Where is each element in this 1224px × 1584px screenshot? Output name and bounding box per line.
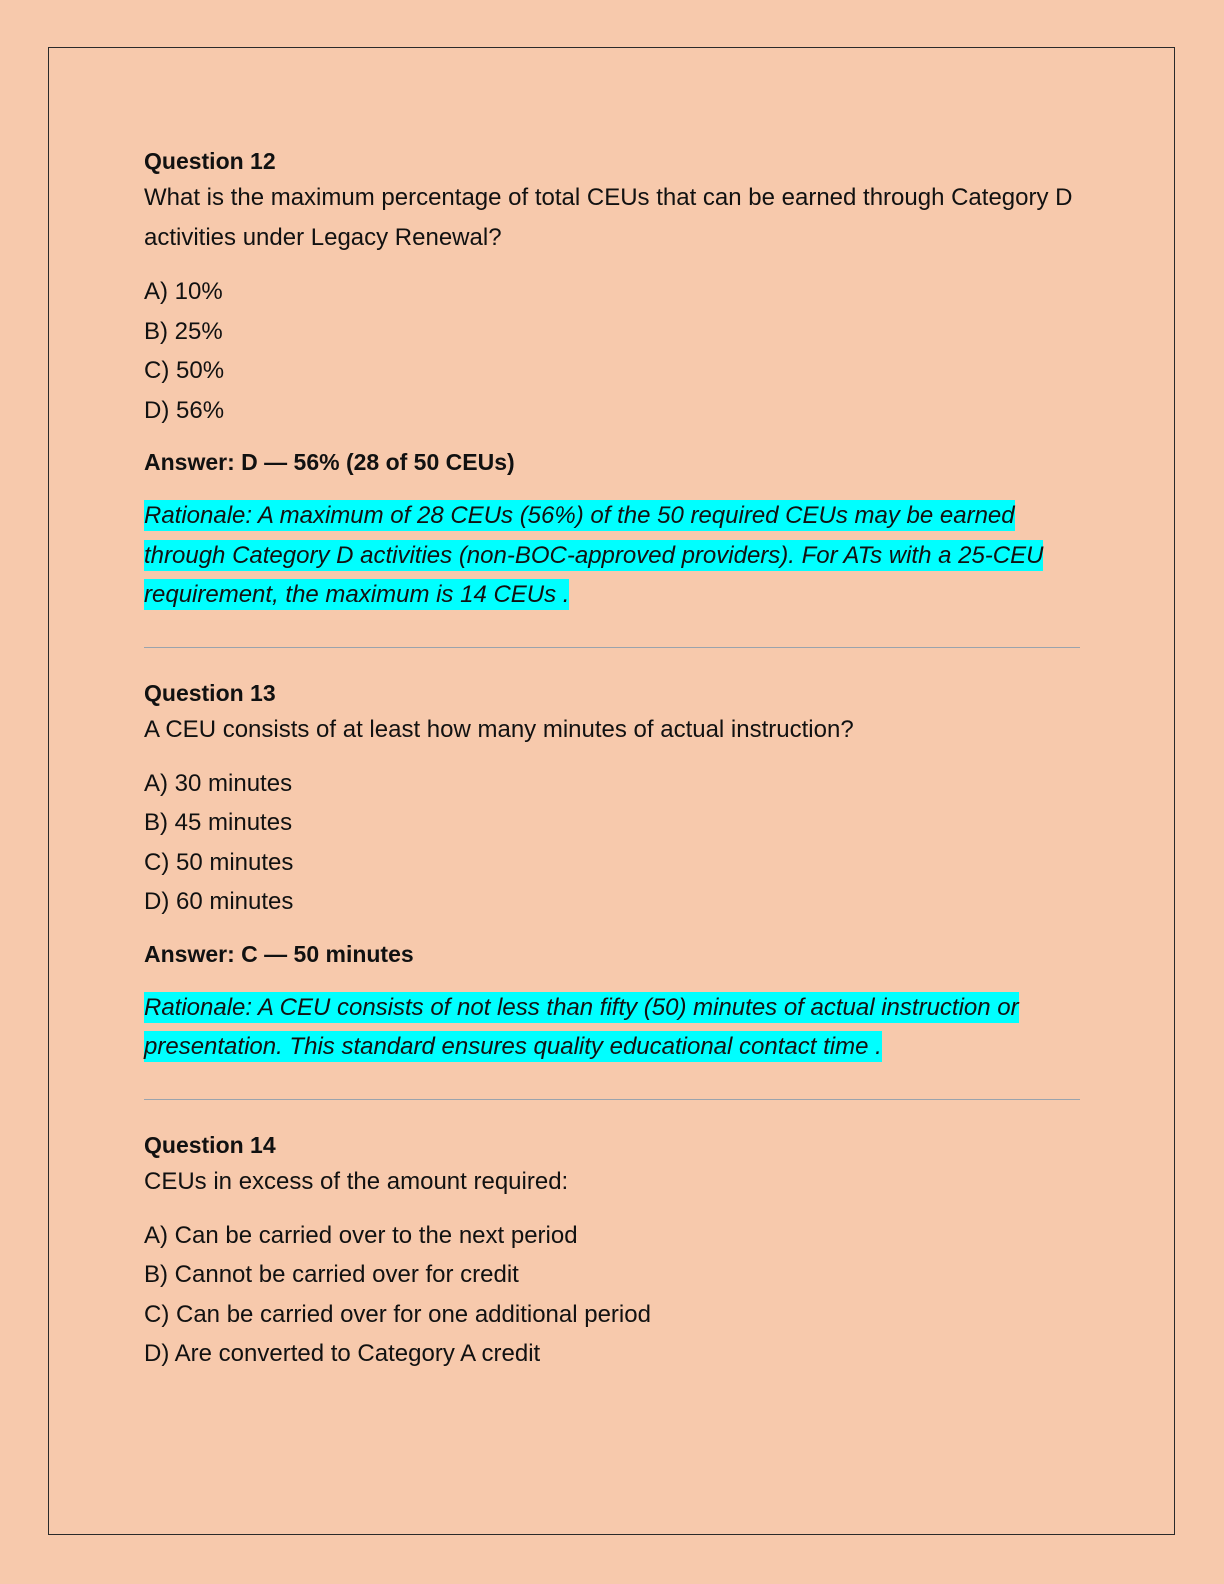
option-c: C) Can be carried over for one additional period [144,1300,651,1328]
option-b: B) 25% [144,317,223,345]
rationale-highlight: Rationale: A maximum of 28 CEUs (56%) of the 50 required CEUs may be earned through Category D activities (non-BOC-approved providers). For ATs with a 25-CEU requirement, the maximum is 14 CEUs . [144,502,1044,608]
option-b: B) 45 minutes [144,809,293,836]
question-text: What is the maximum percentage of total CEUs that can be earned through Category D activities under Legacy Renewal? [144,184,1073,251]
option-d: D) Are converted to Category A credit [144,1340,541,1367]
option-d: D) 56% [144,396,225,424]
question-13 [144,676,1080,1067]
section-divider [144,647,1080,648]
option-a: A) Can be carried over to the next period [144,1221,578,1249]
question-14 [144,1128,1080,1374]
option-a: A) 30 minutes [144,769,293,797]
rationale [144,496,1080,615]
option-b: B) Cannot be carried over for credit [144,1261,519,1288]
answer-options [144,1216,1080,1374]
question-text: A CEU consists of at least how many minutes of actual instruction? [144,715,854,743]
option-c: C) 50 minutes [144,848,294,876]
question-title: Question 13 [144,679,276,706]
document-content [144,144,1080,1386]
answer-line: Answer: D — 56% (28 of 50 CEUs) [144,449,515,475]
option-a: A) 10% [144,278,223,305]
answer-options [144,272,1080,430]
question-title: Question 12 [144,148,276,174]
section-divider [144,1099,1080,1100]
option-d: D) 60 minutes [144,888,294,915]
question-title: Question 14 [144,1131,276,1158]
answer-line: Answer: C — 50 minutes [144,940,414,967]
answer-options [144,764,1080,922]
rationale [144,988,1080,1067]
option-c: C) 50% [144,357,225,384]
question-12 [144,144,1080,615]
rationale-highlight: Rationale: A CEU consists of not less than fifty (50) minutes of actual instruction or presentation. This standard ensures quality educational contact time . [144,993,1019,1060]
question-text: CEUs in excess of the amount required: [144,1167,569,1195]
